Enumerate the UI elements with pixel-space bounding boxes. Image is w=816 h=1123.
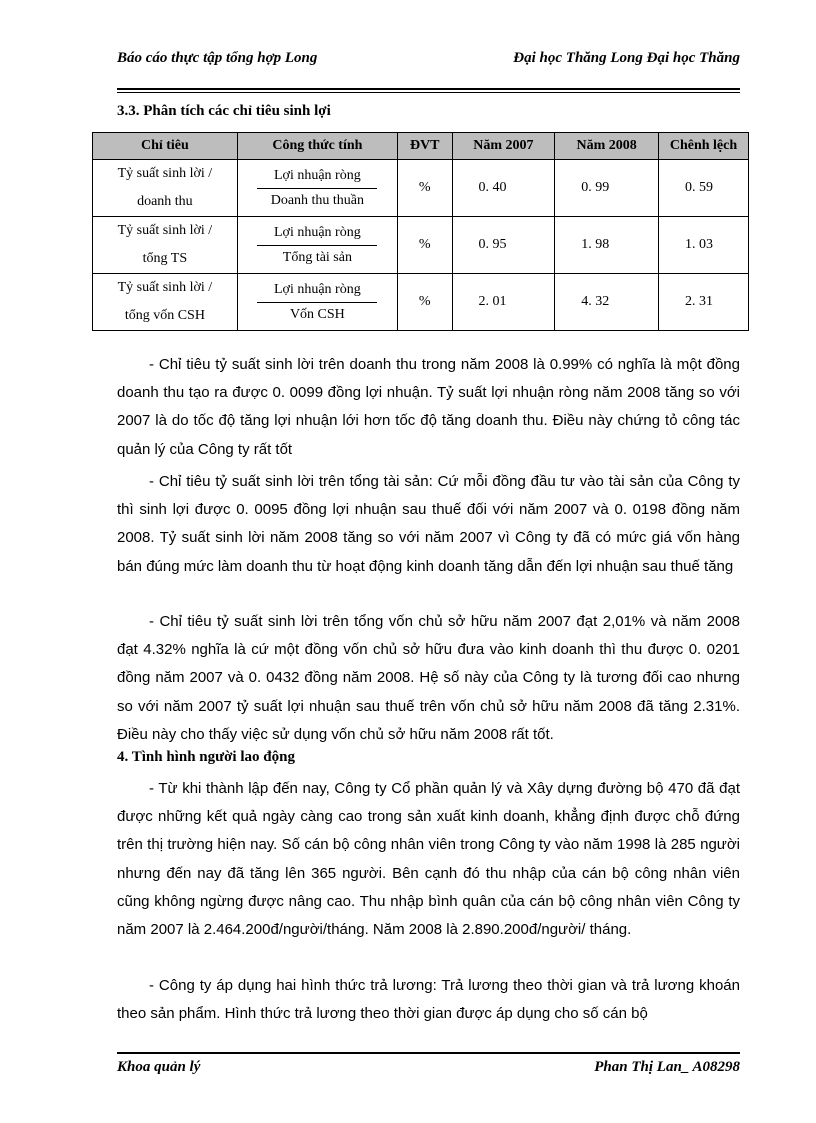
header-cell: Chỉ tiêu	[93, 133, 238, 160]
table-row	[93, 160, 749, 217]
page-header	[117, 48, 740, 88]
header-left-text: Báo cáo thực tập tổng hợp Long	[117, 50, 318, 66]
profitability-table	[92, 132, 749, 331]
paragraph-text: - Từ khi thành lập đến nay, Công ty Cổ phần quản lý và Xây dựng đường bộ 470 đã đạt được những kết quả ngày càng cao trong sản xuất kinh doanh, khẳng định được chỗ đứng trên thị trường hiện nay. Số cán bộ công nhân viên trong Công ty vào năm 1998 là 285 người nhưng đến nay đã tăng lên 365 người. Bên cạnh đó thu nhập của cán bộ công nhân viên cũng không ngừng được nâng cao. Thu nhập bình quân của cán bộ công nhân viên Công ty năm 2007 là 2.464.200đ/người/tháng. Năm 2008 là 2.890.200đ/người/ tháng.	[117, 780, 740, 939]
table-row	[93, 274, 749, 331]
value-2007-cell: 0. 40	[452, 160, 555, 217]
value-2007-cell: 2. 01	[452, 274, 555, 331]
footer-left-text: Khoa quản lý	[117, 1059, 201, 1075]
indicator-cell	[93, 160, 238, 217]
paragraph-assets-ratio	[117, 468, 740, 581]
indicator-line1: Tỷ suất sinh lời /	[117, 223, 213, 238]
formula-numerator: Lợi nhuận ròng	[257, 168, 377, 189]
paragraph-revenue-ratio	[117, 351, 740, 464]
formula-denominator: Tổng tài sản	[282, 249, 352, 265]
header-right-text: Đại học Thăng Long Đại học Thăng	[513, 50, 740, 66]
header-cell: Chênh lệch	[658, 133, 748, 160]
formula-denominator: Vốn CSH	[289, 306, 345, 322]
section-title: 3.3. Phân tích các chỉ tiêu sinh lợi	[117, 103, 331, 119]
formula-numerator: Lợi nhuận ròng	[257, 282, 377, 303]
indicator-line2: tổng TS	[142, 251, 188, 266]
header-rule	[117, 88, 740, 90]
paragraph-text: - Chỉ tiêu tỷ suất sinh lời trên tổng vốn chủ sở hữu năm 2007 đạt 2,01% và năm 2008 đạt 4.32% nghĩa là cứ một đồng vốn chủ sở hữu đưa vào kinh doanh thì thu được 0. 0201 đồng năm 2007 và 0. 0432 đồng năm 2008. Hệ số này của Công ty là tương đối cao nhưng so với năm 2007 tỷ suất lợi nhuận sau thuế trên vốn chủ sở hữu năm 2008 đã tăng 2.31%. Điều này cho thấy việc sử dụng vốn chủ sở hữu năm 2008 rất tốt.	[117, 613, 740, 743]
section-4-title: 4. Tình hình người lao động	[117, 749, 295, 765]
paragraph-workforce	[117, 775, 740, 944]
table-header-row	[93, 133, 749, 160]
footer-rule	[117, 1052, 740, 1054]
paragraph-text: - Công ty áp dụng hai hình thức trả lương: Trả lương theo thời gian và trả lương khoán theo sản phẩm. Hình thức trả lương theo thời gian được áp dụng cho số cán bộ	[117, 977, 740, 1023]
difference-cell: 1. 03	[658, 217, 748, 274]
difference-cell: 2. 31	[658, 274, 748, 331]
paragraph-text: - Chỉ tiêu tỷ suất sinh lời trên doanh thu trong năm 2008 là 0.99% có nghĩa là một đồng doanh thu tạo ra được 0. 0099 đồng lợi nhuận. Tỷ suất lợi nhuận ròng năm 2008 tăng so với 2007 là do tốc độ tăng lợi nhuận lới hơn tốc độ tăng doanh thu. Điều này chứng tỏ công tác quản lý của Công ty rất tốt	[117, 356, 740, 458]
indicator-cell	[93, 217, 238, 274]
unit-cell: %	[397, 274, 452, 331]
formula-denominator: Doanh thu thuần	[270, 192, 365, 208]
indicator-line1: Tỷ suất sinh lời /	[117, 280, 213, 295]
formula-cell	[237, 160, 397, 217]
paragraph-equity-ratio	[117, 608, 740, 749]
header-cell: Năm 2008	[555, 133, 659, 160]
table-row	[93, 217, 749, 274]
paragraph-salary	[117, 972, 740, 1028]
formula-cell	[237, 274, 397, 331]
indicator-cell	[93, 274, 238, 331]
header-cell: ĐVT	[397, 133, 452, 160]
value-2007-cell: 0. 95	[452, 217, 555, 274]
formula-numerator: Lợi nhuận ròng	[257, 225, 377, 246]
difference-cell: 0. 59	[658, 160, 748, 217]
unit-cell: %	[397, 217, 452, 274]
header-cell: Công thức tính	[237, 133, 397, 160]
header-rule-thin	[117, 92, 740, 93]
formula-cell	[237, 217, 397, 274]
footer-right-text: Phan Thị Lan_ A08298	[594, 1059, 740, 1075]
unit-cell: %	[397, 160, 452, 217]
value-2008-cell: 1. 98	[555, 217, 659, 274]
indicator-line2: tổng vốn CSH	[124, 308, 205, 323]
indicator-line2: doanh thu	[137, 194, 193, 209]
indicator-line1: Tỷ suất sinh lời /	[117, 166, 213, 181]
paragraph-text: - Chỉ tiêu tỷ suất sinh lời trên tổng tài sản: Cứ mỗi đồng đầu tư vào tài sản của Công ty thì sinh lợi được 0. 0095 đồng lợi nhuận sau thuế đối với năm 2007 và 0. 0198 đồng năm 2008. Tỷ suất sinh lời năm 2008 tăng so với năm 2007 vì Công ty đã có mức giá vốn hàng bán đúng mức làm doanh thu từ hoạt động kinh doanh tăng dẫn đến lợi nhuận sau thuế tăng	[117, 473, 740, 575]
value-2008-cell: 0. 99	[555, 160, 659, 217]
value-2008-cell: 4. 32	[555, 274, 659, 331]
header-cell: Năm 2007	[452, 133, 555, 160]
